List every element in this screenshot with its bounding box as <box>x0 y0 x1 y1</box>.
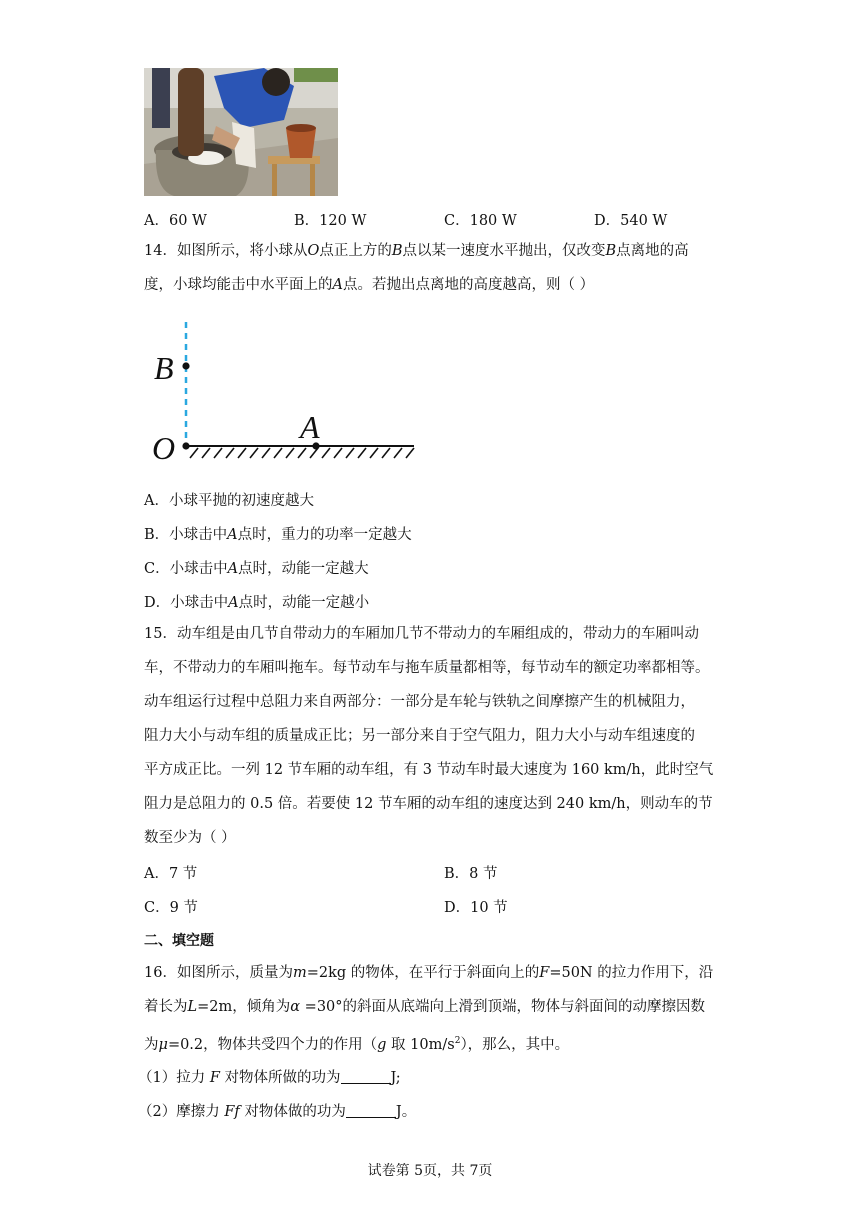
q14-stem-line-1: 14．如图所示，将小球从O点正上方的B点以某一速度水平抛出，仅改变B点离地的高 <box>144 243 689 259</box>
section-heading: 二、填空题 <box>144 933 214 949</box>
label-a: A <box>300 409 320 445</box>
label-b: B <box>154 350 174 386</box>
q16-line-3: 为μ=0.2，物体共受四个力的作用（g 取 $10m/s^2$），那么，其中。 <box>144 1036 570 1053</box>
ground-hatching <box>190 448 414 458</box>
mortar-photo <box>144 68 338 196</box>
q15-line: 阻力大小与动车组的质量成正比；另一部分来自于空气阻力，阻力大小与动车组速度的 <box>144 728 695 744</box>
q14-stem-line-2: 度，小球均能击中水平面上的A点。若抛出点离地的高度越高，则（ ） <box>144 277 595 293</box>
q15-line: 阻力是总阻力的 0.5 倍。若要使 12 节车厢的动车组的速度达到 240 km/h，则动车的节 <box>144 796 713 812</box>
q16-line-1: 16．如图所示，质量为m=2kg 的物体，在平行于斜面向上的F=50N 的拉力作用下，沿 <box>144 965 714 981</box>
q15-line: 数至少为（ ） <box>144 830 236 846</box>
point-b <box>182 362 189 369</box>
q14-option-d: D．小球击中A点时，动能一定越小 <box>144 595 370 611</box>
q15-option-a: A．7 节 <box>144 866 198 882</box>
q16-line-2: 着长为L=2m，倾角为α =30°的斜面从底端向上滑到顶端，物体与斜面间的动摩擦因数 <box>144 999 706 1015</box>
answer-blank-2[interactable] <box>346 1103 396 1118</box>
q15-line: 车，不带动力的车厢叫拖车。每节动车与拖车质量都相等，每节动车的额定功率都相等。 <box>144 660 710 676</box>
q15-stem <box>144 617 734 855</box>
page-footer: 试卷第 5页，共 7页 <box>367 1163 493 1179</box>
q13-option-d: D．540 W <box>594 213 668 229</box>
answer-blank-1[interactable] <box>341 1069 391 1084</box>
q14-option-c: C．小球击中A点时，动能一定越大 <box>144 561 369 577</box>
q15-line: 平方成正比。一列 12 节车厢的动车组，有 3 节动车时最大速度为 160 km/h，此时空气 <box>144 762 714 778</box>
projectile-diagram <box>146 318 426 468</box>
q14-stem <box>144 234 734 302</box>
q16-subquestion-2: （2）摩擦力 Ff 对物体做的功为 J。 <box>138 1104 417 1120</box>
q15-option-b: B．8 节 <box>444 866 498 882</box>
q16-stem <box>144 956 734 1062</box>
q14-option-b: B．小球击中A点时，重力的功率一定越大 <box>144 527 412 543</box>
q15-line: 动车组运行过程中总阻力来自两部分：一部分是车轮与铁轨之间摩擦产生的机械阻力， <box>144 694 695 710</box>
q15-option-c: C．9 节 <box>144 900 198 916</box>
q13-option-c: C．180 W <box>444 213 517 229</box>
q16-subquestion-1: （1）拉力 F 对物体所做的功为 J; <box>138 1070 401 1086</box>
q13-option-b: B．120 W <box>294 213 367 229</box>
q15-line: 15．动车组是由几节自带动力的车厢加几节不带动力的车厢组成的，带动力的车厢叫动 <box>144 626 699 642</box>
q13-option-a: A．60 W <box>144 213 207 229</box>
q15-option-d: D．10 节 <box>444 900 508 916</box>
label-o: O <box>152 430 176 466</box>
q14-option-a: A．小球平抛的初速度越大 <box>144 493 314 509</box>
